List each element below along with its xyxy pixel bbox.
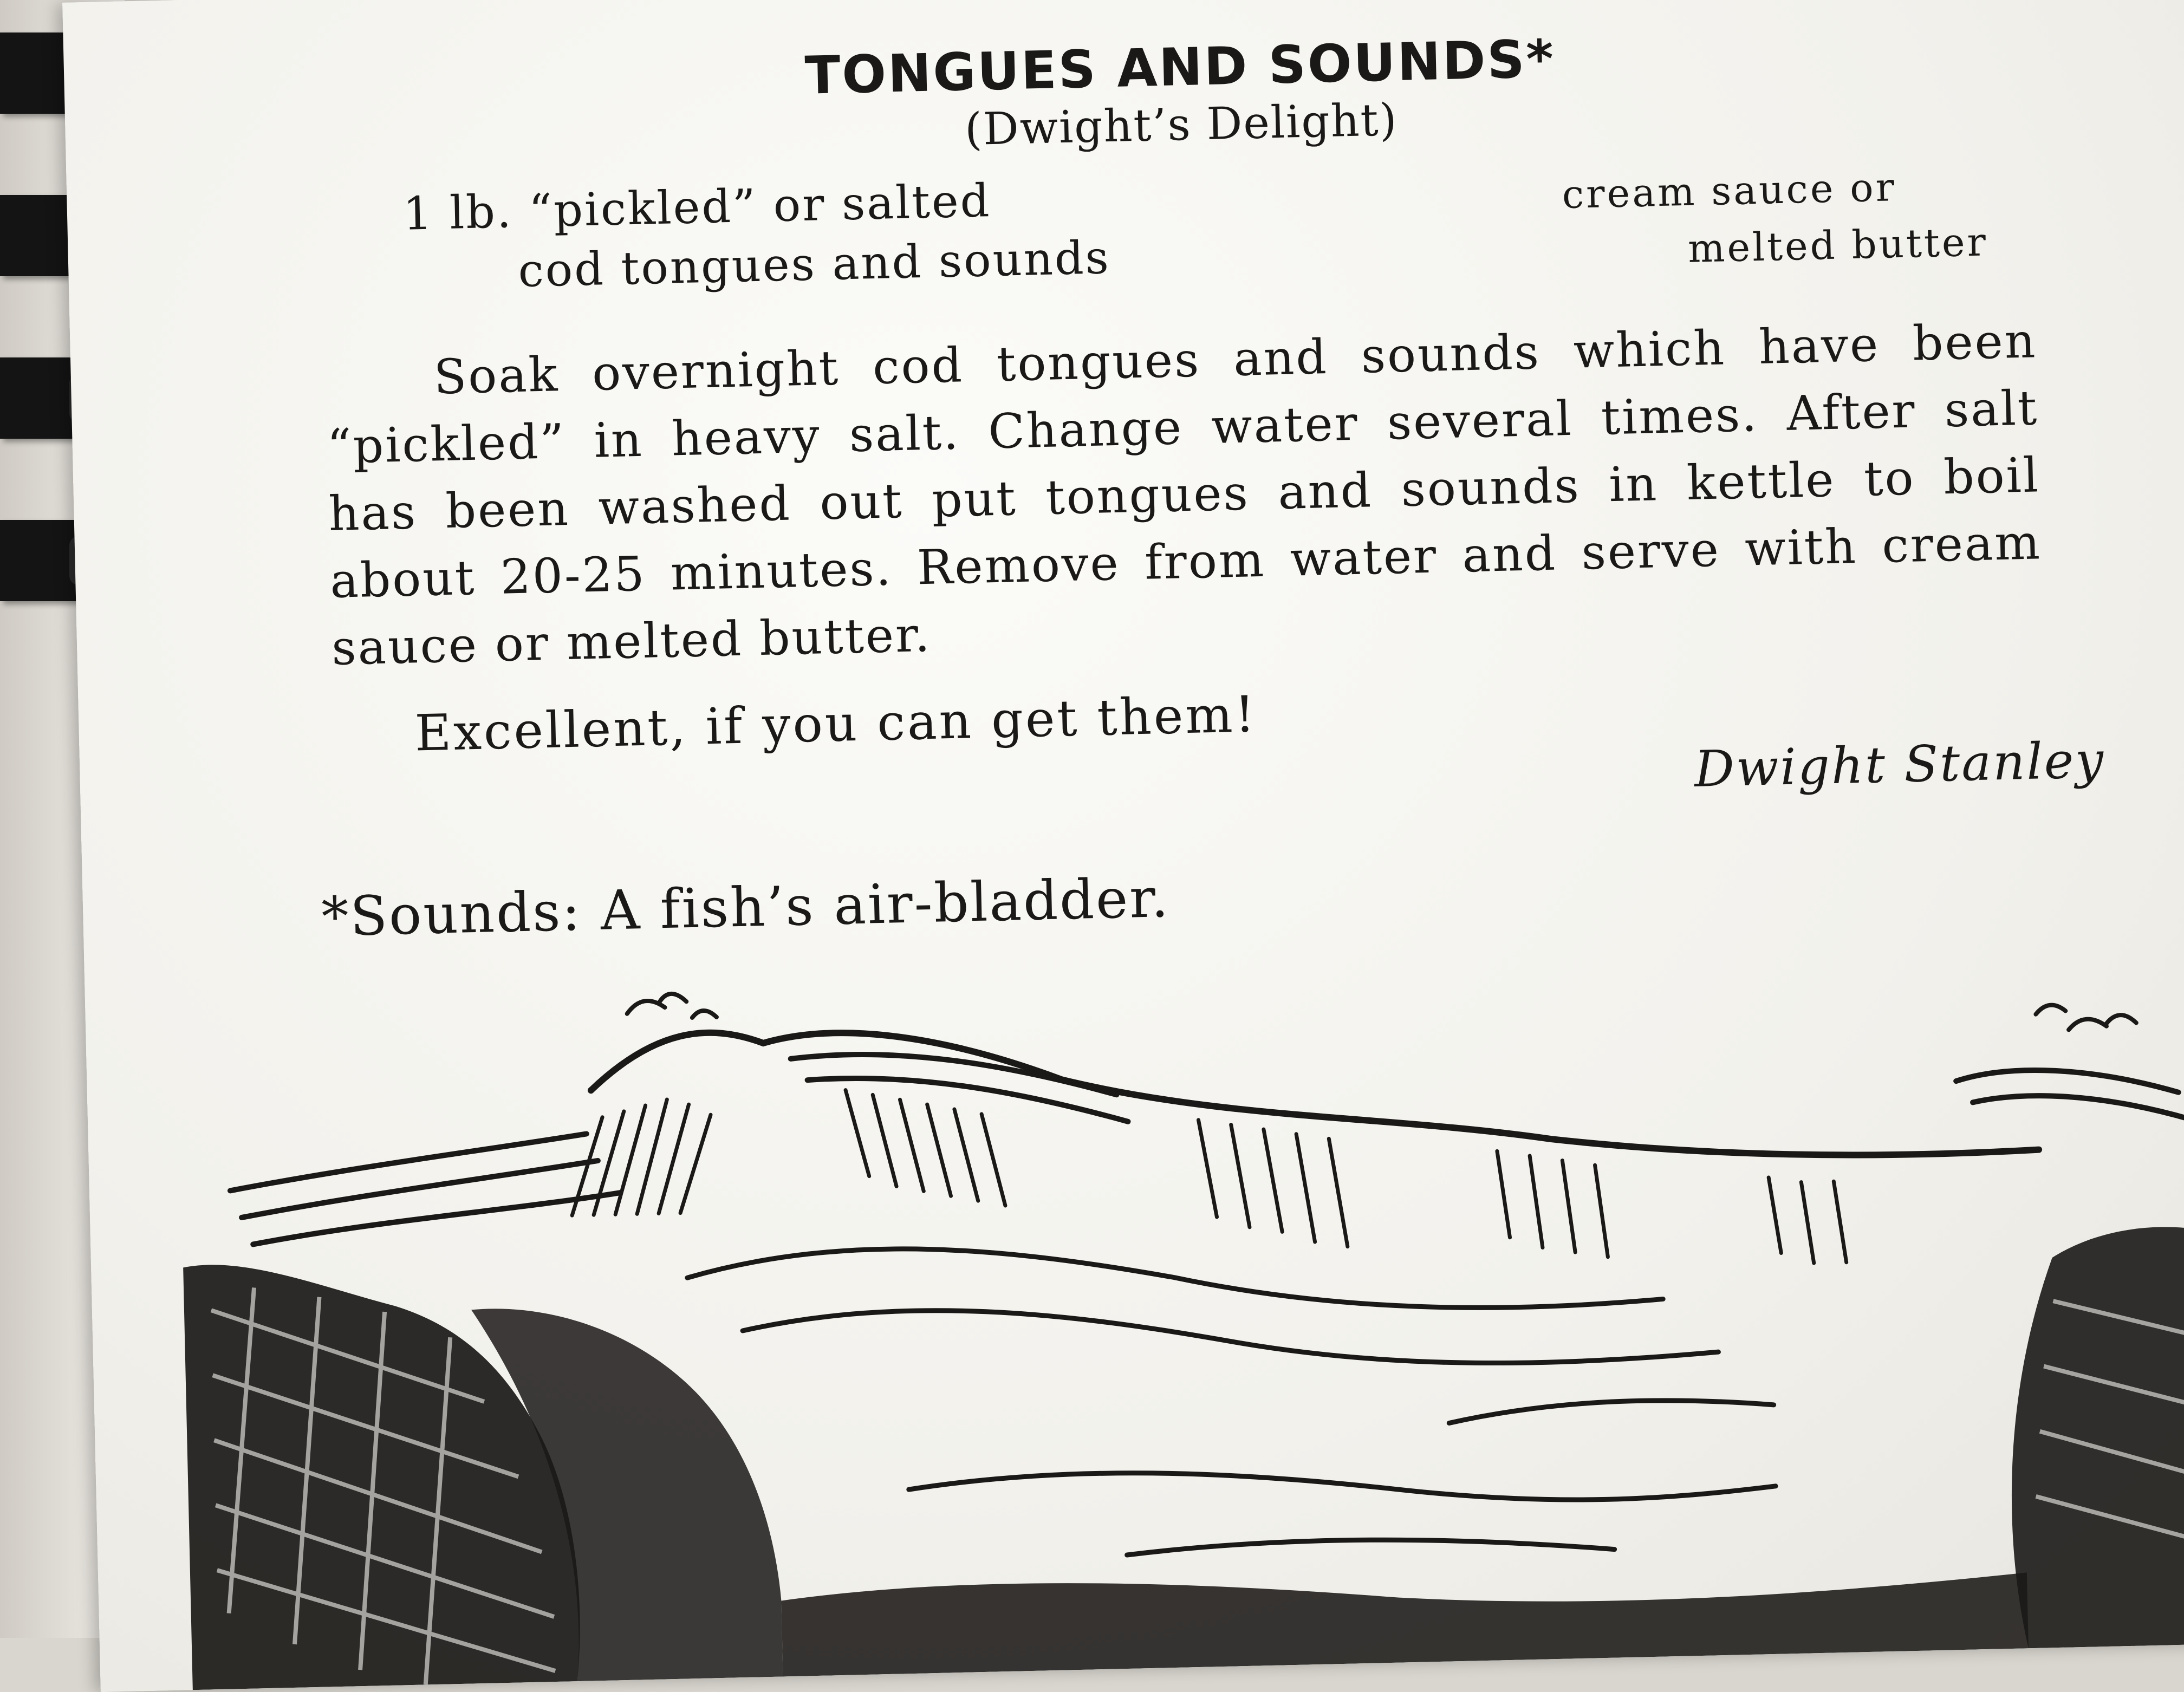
recipe-closing-note: Excellent, if you can get them! (414, 685, 1258, 763)
directions-paragraph: Soak overnight cod tongues and sounds which have been “pickled” in heavy salt. Change water several times. After salt has been washed out put tongues and sounds in kettle to boil about 20-25 minutes. Remove from water and serve with cream sauce or melted butter. (326, 313, 2042, 676)
recipe-footnote: *Sounds: A fish’s air-bladder. (321, 865, 1171, 949)
recipe-directions (325, 307, 2044, 682)
ingredient-line: melted butter (1687, 219, 1988, 271)
recipe-subtitle: (Dwight’s Delight) (964, 94, 1399, 156)
ingredient-line: 1 lb. “pickled” or salted (402, 174, 992, 240)
recipe-author: Dwight Stanley (1693, 731, 2106, 798)
cookbook-page (62, 0, 2184, 1692)
recipe-content (62, 0, 2184, 1692)
recipe-title: TONGUES AND SOUNDS* (804, 28, 1556, 106)
coastline-illustration (84, 918, 2184, 1692)
ingredient-line: cream sauce or (1561, 164, 1897, 218)
ingredient-line: cod tongues and sounds (517, 231, 1111, 297)
